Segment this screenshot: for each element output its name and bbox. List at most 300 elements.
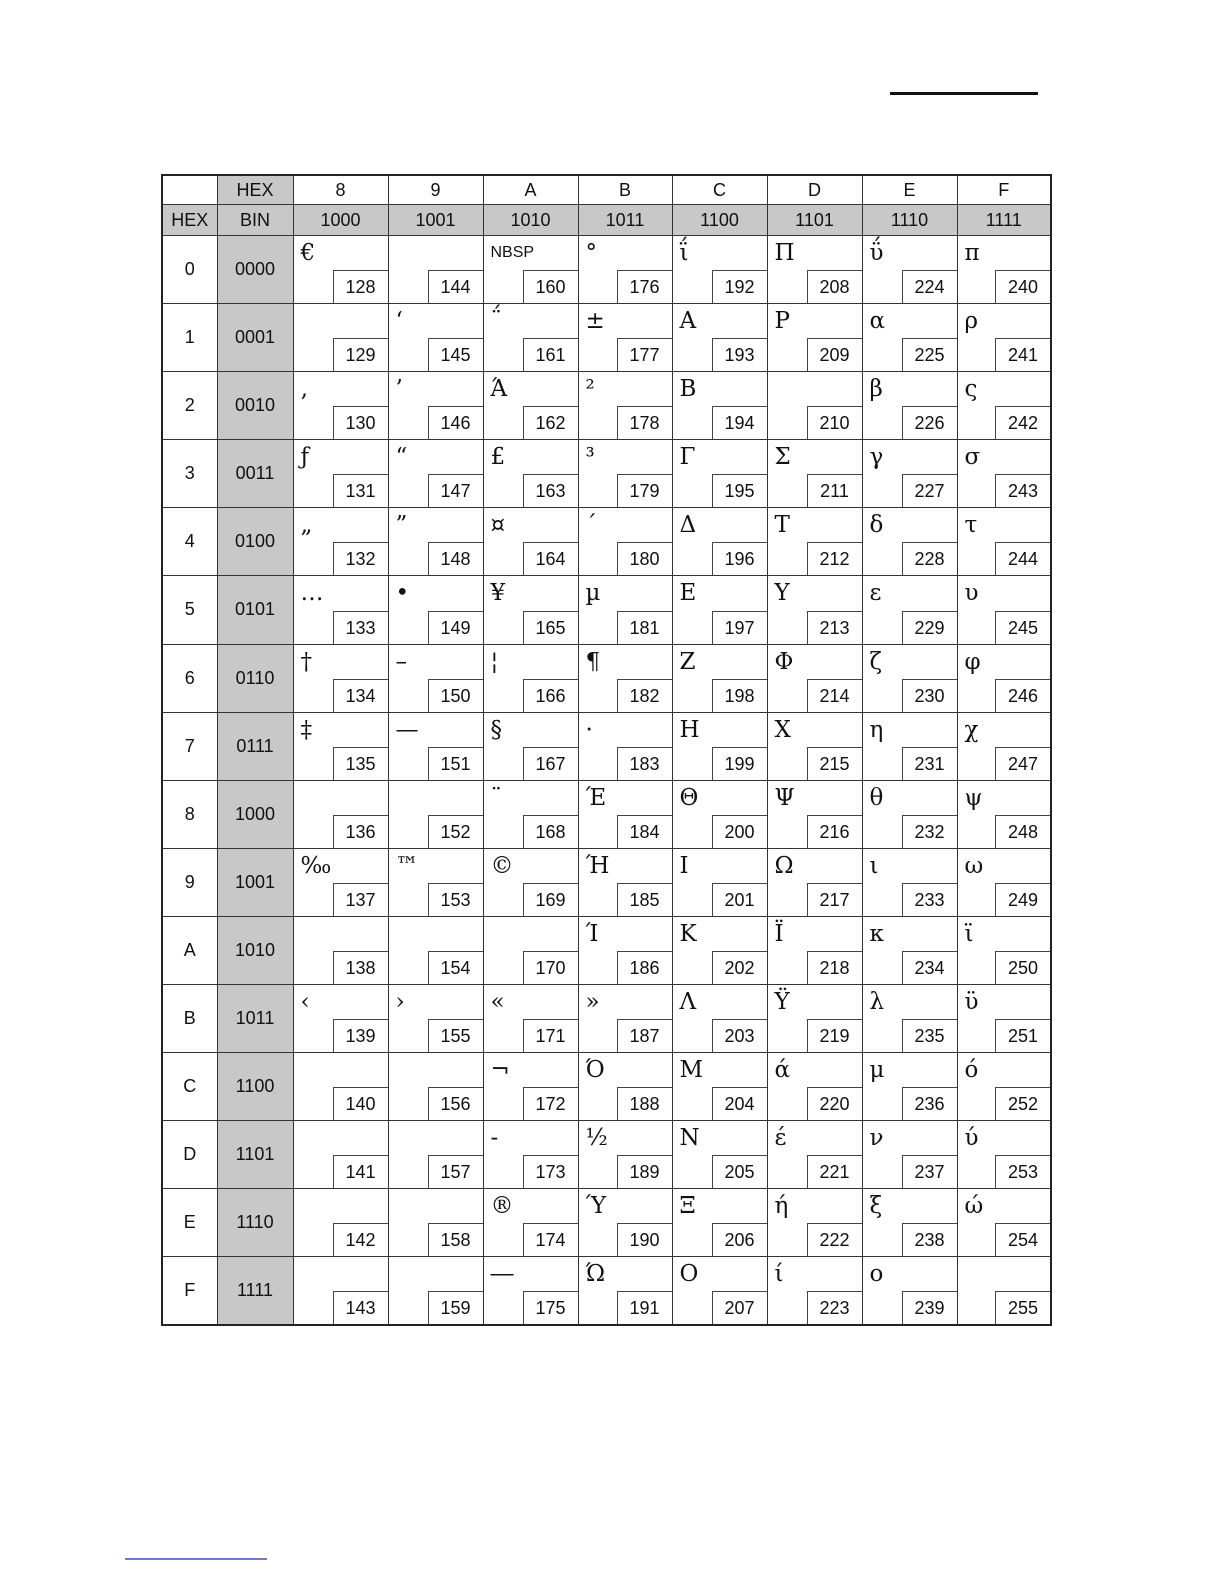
- char-glyph: Λ: [679, 988, 697, 1015]
- char-glyph: ©: [490, 852, 514, 879]
- char-cell: [293, 916, 388, 984]
- char-cell: [957, 372, 1051, 440]
- char-glyph: ’: [395, 376, 403, 403]
- decimal-code: 130: [333, 406, 388, 439]
- decimal-code: 224: [902, 270, 957, 303]
- char-cell: [483, 1053, 578, 1121]
- char-glyph: –: [395, 648, 407, 675]
- row-hex: F: [162, 1257, 217, 1325]
- char-cell: [767, 1121, 862, 1189]
- decimal-code: 175: [523, 1291, 578, 1324]
- row-bin: 1001: [217, 848, 293, 916]
- char-cell: [767, 508, 862, 576]
- table-row: [162, 1257, 1051, 1325]
- decimal-code: 150: [428, 679, 483, 712]
- row-bin: 1100: [217, 1053, 293, 1121]
- char-glyph: Ψ: [774, 784, 795, 811]
- decimal-code: 251: [995, 1019, 1050, 1052]
- char-cell: [483, 440, 578, 508]
- char-cell: [672, 1121, 767, 1189]
- char-cell: [388, 644, 483, 712]
- decimal-code: 236: [902, 1087, 957, 1120]
- char-glyph: Δ: [679, 512, 697, 539]
- char-cell: [388, 1257, 483, 1325]
- char-glyph: Τ: [774, 512, 790, 539]
- row-bin: 0010: [217, 372, 293, 440]
- char-cell: [388, 576, 483, 644]
- char-glyph: τ: [964, 512, 978, 539]
- char-cell: [388, 1121, 483, 1189]
- decimal-code: 163: [523, 474, 578, 507]
- char-cell: [672, 712, 767, 780]
- row-bin: 0000: [217, 236, 293, 304]
- char-glyph: π: [964, 240, 980, 267]
- row-hex: 1: [162, 304, 217, 372]
- char-cell: [957, 1053, 1051, 1121]
- decimal-code: 204: [712, 1087, 767, 1120]
- decimal-code: 191: [617, 1291, 672, 1324]
- char-cell: [483, 712, 578, 780]
- char-cell: [483, 1257, 578, 1325]
- bin-label: BIN: [217, 205, 293, 236]
- table-row: [162, 712, 1051, 780]
- char-cell: [388, 848, 483, 916]
- char-glyph: ·: [585, 716, 593, 743]
- char-cell: [957, 1189, 1051, 1257]
- decimal-code: 169: [523, 883, 578, 916]
- decimal-code: 247: [995, 747, 1050, 780]
- decimal-code: 240: [995, 270, 1050, 303]
- char-glyph: ƒ: [300, 444, 310, 471]
- decimal-code: 136: [333, 815, 388, 848]
- char-glyph: ¦: [490, 648, 499, 675]
- decimal-code: 196: [712, 542, 767, 575]
- char-cell: [483, 236, 578, 304]
- decimal-code: 216: [807, 815, 862, 848]
- char-glyph: Φ: [774, 648, 794, 675]
- char-glyph: Ϊ: [774, 920, 784, 947]
- decimal-code: 188: [617, 1087, 672, 1120]
- char-cell: [767, 1189, 862, 1257]
- col-bin: 1011: [578, 205, 672, 236]
- char-glyph: †: [300, 648, 312, 675]
- char-glyph: ΐ: [679, 240, 689, 267]
- decimal-code: 145: [428, 338, 483, 371]
- table-row: [162, 304, 1051, 372]
- char-glyph: γ: [869, 444, 884, 471]
- char-glyph: ΰ: [869, 240, 884, 267]
- decimal-code: 166: [523, 679, 578, 712]
- char-cell: [578, 780, 672, 848]
- char-cell: [862, 984, 957, 1052]
- char-glyph: ά: [774, 1057, 791, 1083]
- char-cell: [578, 712, 672, 780]
- char-glyph: θ: [869, 784, 884, 811]
- char-glyph: υ: [964, 580, 979, 607]
- char-cell: [767, 644, 862, 712]
- decimal-code: 151: [428, 747, 483, 780]
- row-hex: 4: [162, 508, 217, 576]
- char-cell: [862, 1189, 957, 1257]
- char-cell: [388, 916, 483, 984]
- char-cell: [862, 304, 957, 372]
- char-cell: [767, 1257, 862, 1325]
- char-cell: [957, 848, 1051, 916]
- row-hex: B: [162, 984, 217, 1052]
- decimal-code: 253: [995, 1155, 1050, 1188]
- char-glyph: Ο: [679, 1261, 699, 1288]
- row-bin: 0110: [217, 644, 293, 712]
- char-cell: [293, 1121, 388, 1189]
- decimal-code: 168: [523, 815, 578, 848]
- row-hex: C: [162, 1053, 217, 1121]
- decimal-code: 237: [902, 1155, 957, 1188]
- decimal-code: 197: [712, 611, 767, 644]
- char-glyph: Κ: [679, 920, 697, 947]
- decimal-code: 250: [995, 951, 1050, 984]
- char-glyph: ±: [585, 308, 605, 335]
- char-glyph: μ: [869, 1057, 885, 1083]
- char-glyph: Ε: [679, 580, 697, 607]
- decimal-code: 233: [902, 883, 957, 916]
- char-glyph: «: [490, 988, 505, 1015]
- decimal-code: 193: [712, 338, 767, 371]
- col-hex: 8: [293, 175, 388, 205]
- decimal-code: 230: [902, 679, 957, 712]
- decimal-code: 225: [902, 338, 957, 371]
- char-glyph: ‰: [300, 852, 332, 879]
- decimal-code: 210: [807, 406, 862, 439]
- char-cell: [862, 1121, 957, 1189]
- decimal-code: 248: [995, 815, 1050, 848]
- row-hex: 8: [162, 780, 217, 848]
- row-hex: 0: [162, 236, 217, 304]
- char-cell: [578, 1121, 672, 1189]
- decimal-code: 222: [807, 1223, 862, 1256]
- decimal-code: 161: [523, 338, 578, 371]
- char-glyph: ¶: [585, 648, 601, 675]
- decimal-code: 183: [617, 747, 672, 780]
- char-cell: [483, 576, 578, 644]
- char-glyph: έ: [774, 1125, 787, 1152]
- decimal-code: 173: [523, 1155, 578, 1188]
- char-cell: [957, 712, 1051, 780]
- char-glyph: ‚: [300, 376, 308, 403]
- decimal-code: 201: [712, 883, 767, 916]
- char-glyph: Ν: [679, 1125, 700, 1152]
- decimal-code: 139: [333, 1019, 388, 1052]
- char-cell: [767, 848, 862, 916]
- decimal-code: 149: [428, 611, 483, 644]
- decimal-code: 148: [428, 542, 483, 575]
- char-cell: [862, 916, 957, 984]
- decimal-code: 128: [333, 270, 388, 303]
- row-bin: 0111: [217, 712, 293, 780]
- decimal-code: 243: [995, 474, 1050, 507]
- table-row: [162, 508, 1051, 576]
- char-cell: [483, 780, 578, 848]
- char-cell: [578, 1189, 672, 1257]
- table-row: [162, 644, 1051, 712]
- row-bin: 0100: [217, 508, 293, 576]
- char-cell: [672, 1189, 767, 1257]
- char-cell: [483, 304, 578, 372]
- row-bin: 1110: [217, 1189, 293, 1257]
- char-cell: [388, 440, 483, 508]
- char-cell: [957, 644, 1051, 712]
- decimal-code: 232: [902, 815, 957, 848]
- char-cell: [293, 440, 388, 508]
- char-glyph: Υ: [774, 580, 790, 607]
- table-row: [162, 440, 1051, 508]
- code-page-table: [161, 174, 1052, 1326]
- decimal-code: 217: [807, 883, 862, 916]
- decimal-code: 129: [333, 338, 388, 371]
- char-glyph: ΄: [585, 512, 597, 539]
- row-hex: E: [162, 1189, 217, 1257]
- char-cell: [767, 304, 862, 372]
- char-cell: [957, 780, 1051, 848]
- char-cell: [862, 780, 957, 848]
- decimal-code: 198: [712, 679, 767, 712]
- decimal-code: 165: [523, 611, 578, 644]
- row-hex: 7: [162, 712, 217, 780]
- row-hex: D: [162, 1121, 217, 1189]
- char-glyph: »: [585, 988, 600, 1015]
- row-bin: 1011: [217, 984, 293, 1052]
- decimal-code: 187: [617, 1019, 672, 1052]
- char-glyph: ό: [964, 1057, 979, 1083]
- table-row: [162, 780, 1051, 848]
- char-glyph: ΅: [490, 308, 502, 335]
- char-glyph: ¥: [490, 580, 506, 607]
- char-glyph: €: [300, 240, 316, 267]
- char-cell: [672, 984, 767, 1052]
- decimal-code: 249: [995, 883, 1050, 916]
- char-glyph: µ: [585, 580, 601, 607]
- char-cell: [957, 236, 1051, 304]
- char-cell: [862, 1053, 957, 1121]
- char-cell: [483, 372, 578, 440]
- char-glyph: ¤: [490, 512, 506, 539]
- table-row: [162, 916, 1051, 984]
- decimal-code: 254: [995, 1223, 1050, 1256]
- top-rule: [890, 92, 1038, 95]
- char-cell: [578, 1257, 672, 1325]
- decimal-code: 206: [712, 1223, 767, 1256]
- char-cell: [578, 916, 672, 984]
- char-cell: [862, 236, 957, 304]
- table-row: [162, 848, 1051, 916]
- decimal-code: 172: [523, 1087, 578, 1120]
- decimal-code: 137: [333, 883, 388, 916]
- char-cell: [957, 576, 1051, 644]
- table-row: [162, 1121, 1051, 1189]
- char-cell: [578, 508, 672, 576]
- char-cell: [957, 916, 1051, 984]
- row-hex: 6: [162, 644, 217, 712]
- decimal-code: 160: [523, 270, 578, 303]
- hex-label: HEX: [162, 205, 217, 236]
- col-hex: C: [672, 175, 767, 205]
- col-hex: E: [862, 175, 957, 205]
- decimal-code: 176: [617, 270, 672, 303]
- row-bin: 1000: [217, 780, 293, 848]
- decimal-code: 226: [902, 406, 957, 439]
- char-glyph: ½: [585, 1125, 608, 1152]
- char-cell: [388, 304, 483, 372]
- char-glyph: σ: [964, 444, 981, 471]
- char-glyph: ύ: [964, 1125, 979, 1152]
- char-glyph: °: [585, 240, 597, 267]
- decimal-code: 134: [333, 679, 388, 712]
- char-glyph: ›: [395, 988, 405, 1015]
- char-cell: [578, 236, 672, 304]
- decimal-code: 245: [995, 611, 1050, 644]
- char-cell: [293, 1257, 388, 1325]
- char-cell: [672, 440, 767, 508]
- char-glyph: Ώ: [585, 1261, 606, 1288]
- char-glyph: ε: [869, 580, 882, 607]
- decimal-code: 171: [523, 1019, 578, 1052]
- char-cell: [672, 236, 767, 304]
- char-cell: [957, 440, 1051, 508]
- char-glyph: ι: [869, 852, 879, 879]
- col-bin: 1000: [293, 205, 388, 236]
- char-cell: [862, 1257, 957, 1325]
- decimal-code: 239: [902, 1291, 957, 1324]
- decimal-code: 177: [617, 338, 672, 371]
- decimal-code: 221: [807, 1155, 862, 1188]
- char-cell: [957, 508, 1051, 576]
- char-cell: [672, 780, 767, 848]
- char-cell: [672, 644, 767, 712]
- col-hex: D: [767, 175, 862, 205]
- decimal-code: 180: [617, 542, 672, 575]
- decimal-code: 214: [807, 679, 862, 712]
- col-hex: F: [957, 175, 1051, 205]
- table-row: [162, 236, 1051, 304]
- char-glyph: ³: [585, 444, 595, 471]
- char-glyph: ξ: [869, 1193, 883, 1220]
- decimal-code: 203: [712, 1019, 767, 1052]
- decimal-code: 143: [333, 1291, 388, 1324]
- char-cell: [293, 304, 388, 372]
- char-cell: [957, 1257, 1051, 1325]
- char-glyph: ί: [774, 1261, 784, 1288]
- decimal-code: 194: [712, 406, 767, 439]
- col-bin: 1100: [672, 205, 767, 236]
- char-cell: [388, 1189, 483, 1257]
- char-cell: [767, 372, 862, 440]
- char-glyph: —: [395, 716, 419, 743]
- decimal-code: 218: [807, 951, 862, 984]
- char-cell: [767, 1053, 862, 1121]
- table-row: [162, 372, 1051, 440]
- char-glyph: ¬: [490, 1057, 510, 1083]
- table-body: [162, 175, 1051, 1325]
- char-glyph: α: [869, 308, 886, 335]
- char-glyph: Μ: [679, 1057, 704, 1083]
- char-glyph: ―: [490, 1261, 514, 1288]
- char-glyph: ϊ: [964, 920, 974, 947]
- char-glyph: ‹: [300, 988, 310, 1015]
- char-cell: [672, 916, 767, 984]
- char-glyph: κ: [869, 920, 884, 947]
- char-glyph: „: [300, 512, 313, 539]
- decimal-code: 208: [807, 270, 862, 303]
- char-cell: [578, 848, 672, 916]
- char-cell: [672, 848, 767, 916]
- col-bin: 1111: [957, 205, 1051, 236]
- decimal-code: 144: [428, 270, 483, 303]
- bottom-rule: [125, 1558, 267, 1560]
- char-glyph: Ρ: [774, 308, 790, 335]
- char-cell: [293, 576, 388, 644]
- decimal-code: 152: [428, 815, 483, 848]
- row-hex: 5: [162, 576, 217, 644]
- char-cell: [388, 508, 483, 576]
- decimal-code: 141: [333, 1155, 388, 1188]
- decimal-code: 179: [617, 474, 672, 507]
- char-cell: [767, 440, 862, 508]
- row-hex: 3: [162, 440, 217, 508]
- char-glyph: ϋ: [964, 988, 979, 1015]
- char-cell: [672, 1257, 767, 1325]
- decimal-code: 229: [902, 611, 957, 644]
- char-cell: [767, 780, 862, 848]
- decimal-code: 211: [807, 474, 862, 507]
- col-bin: 1010: [483, 205, 578, 236]
- decimal-code: 242: [995, 406, 1050, 439]
- char-glyph: Ύ: [585, 1193, 607, 1220]
- char-glyph: Ή: [585, 852, 610, 879]
- row-hex: 2: [162, 372, 217, 440]
- char-glyph: Θ: [679, 784, 699, 811]
- char-glyph: £: [490, 444, 506, 471]
- char-cell: [293, 1053, 388, 1121]
- char-glyph: NBSP: [490, 244, 535, 262]
- decimal-code: 227: [902, 474, 957, 507]
- char-cell: [293, 848, 388, 916]
- decimal-code: 140: [333, 1087, 388, 1120]
- decimal-code: 238: [902, 1223, 957, 1256]
- col-hex: B: [578, 175, 672, 205]
- char-cell: [767, 916, 862, 984]
- char-cell: [672, 1053, 767, 1121]
- char-cell: [483, 916, 578, 984]
- decimal-code: 162: [523, 406, 578, 439]
- row-bin: 1101: [217, 1121, 293, 1189]
- decimal-code: 205: [712, 1155, 767, 1188]
- char-glyph: Η: [679, 716, 700, 743]
- char-glyph: δ: [869, 512, 884, 539]
- table-row: [162, 1189, 1051, 1257]
- char-cell: [767, 712, 862, 780]
- decimal-code: 207: [712, 1291, 767, 1324]
- char-glyph: -: [490, 1125, 499, 1152]
- table-row: [162, 576, 1051, 644]
- decimal-code: 184: [617, 815, 672, 848]
- char-cell: [483, 1189, 578, 1257]
- char-cell: [767, 984, 862, 1052]
- char-cell: [293, 236, 388, 304]
- col-bin: 1001: [388, 205, 483, 236]
- char-glyph: χ: [964, 716, 979, 743]
- char-glyph: β: [869, 376, 883, 403]
- char-glyph: ‡: [300, 716, 312, 743]
- char-cell: [767, 236, 862, 304]
